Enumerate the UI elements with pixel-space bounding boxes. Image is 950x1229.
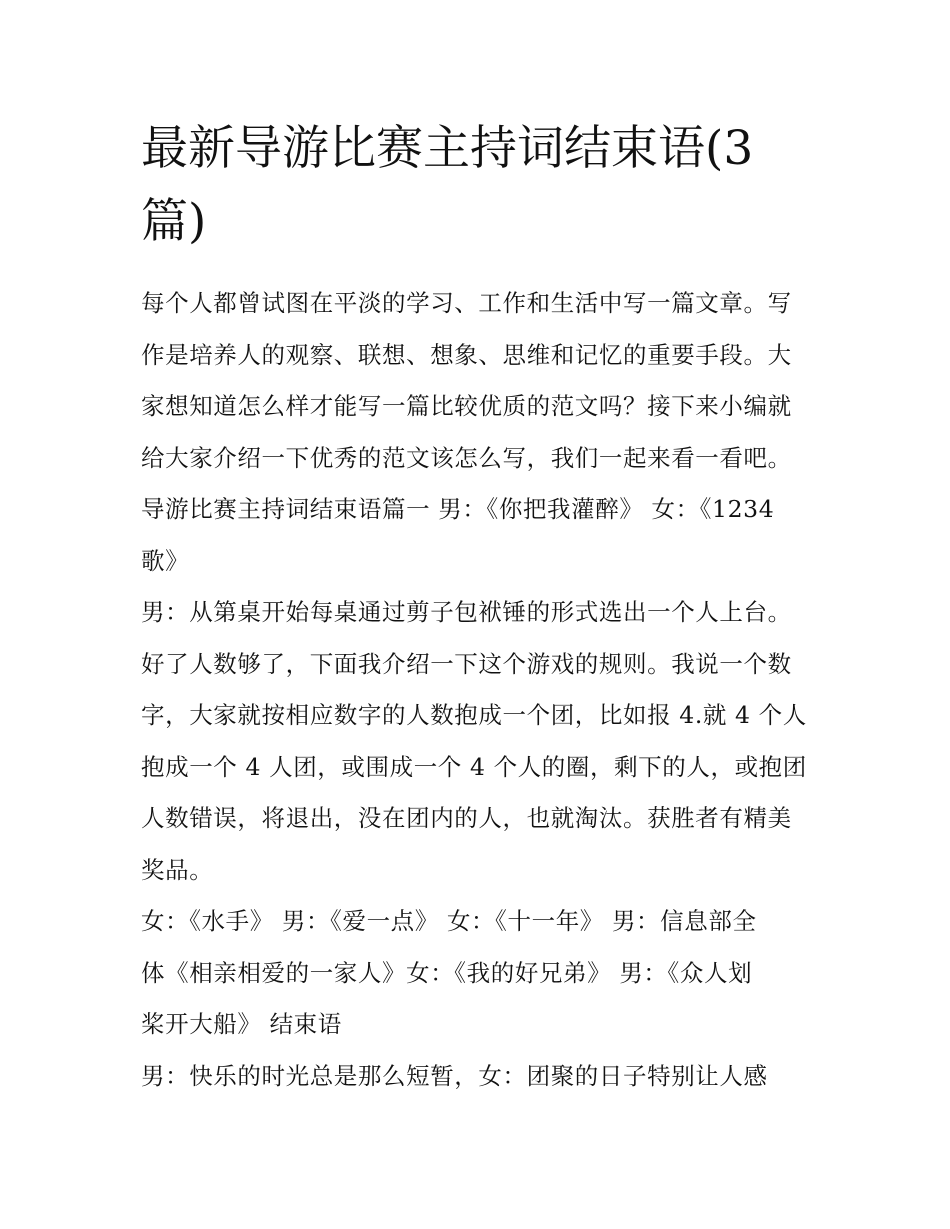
body-line: 导游比赛主持词结束语篇一 男：《你把我灌醉》 女：《1234	[141, 495, 775, 523]
body-line: 作是培养人的观察、联想、想象、思维和记忆的重要手段。大	[141, 340, 792, 369]
body-line: 人数错误，将退出，没在团内的人，也就淘汰。获胜者有精美	[141, 804, 792, 832]
body-line: 男：快乐的时光总是那么短暂，女：团聚的日子特别让人感	[141, 1061, 768, 1090]
body-line: 奖品。	[141, 855, 214, 884]
body-line: 女：《水手》 男：《爱一点》 女：《十一年》 男：信息部全	[141, 907, 757, 935]
body-line: 好了人数够了，下面我介绍一下这个游戏的规则。我说一个数	[141, 649, 792, 678]
body-line: 每个人都曾试图在平淡的学习、工作和生活中写一篇文章。写	[141, 289, 792, 317]
title-line-1: 最新导游比赛主持词结束语(3	[141, 121, 754, 176]
body-line: 抱成一个 4 人团，或围成一个 4 个人的圈，剩下的人，或抱团	[141, 752, 807, 781]
document-title	[141, 112, 821, 258]
title-line-2: 篇)	[141, 194, 207, 249]
body-line: 字，大家就按相应数字的人数抱成一个团，比如报 4.就 4 个人	[141, 701, 807, 729]
body-line: 桨开大船》 结束语	[141, 1010, 342, 1038]
body-line: 男：从第桌开始每桌通过剪子包袱锤的形式选出一个人上台。	[141, 598, 792, 626]
body-line: 歌》	[141, 546, 190, 575]
body-line: 给大家介绍一下优秀的范文该怎么写，我们一起来看一看吧。	[141, 443, 792, 472]
document-body	[141, 278, 821, 1102]
body-line: 家想知道怎么样才能写一篇比较优质的范文吗？接下来小编就	[141, 392, 792, 420]
body-line: 体《相亲相爱的一家人》女：《我的好兄弟》 男：《众人划	[141, 958, 753, 987]
